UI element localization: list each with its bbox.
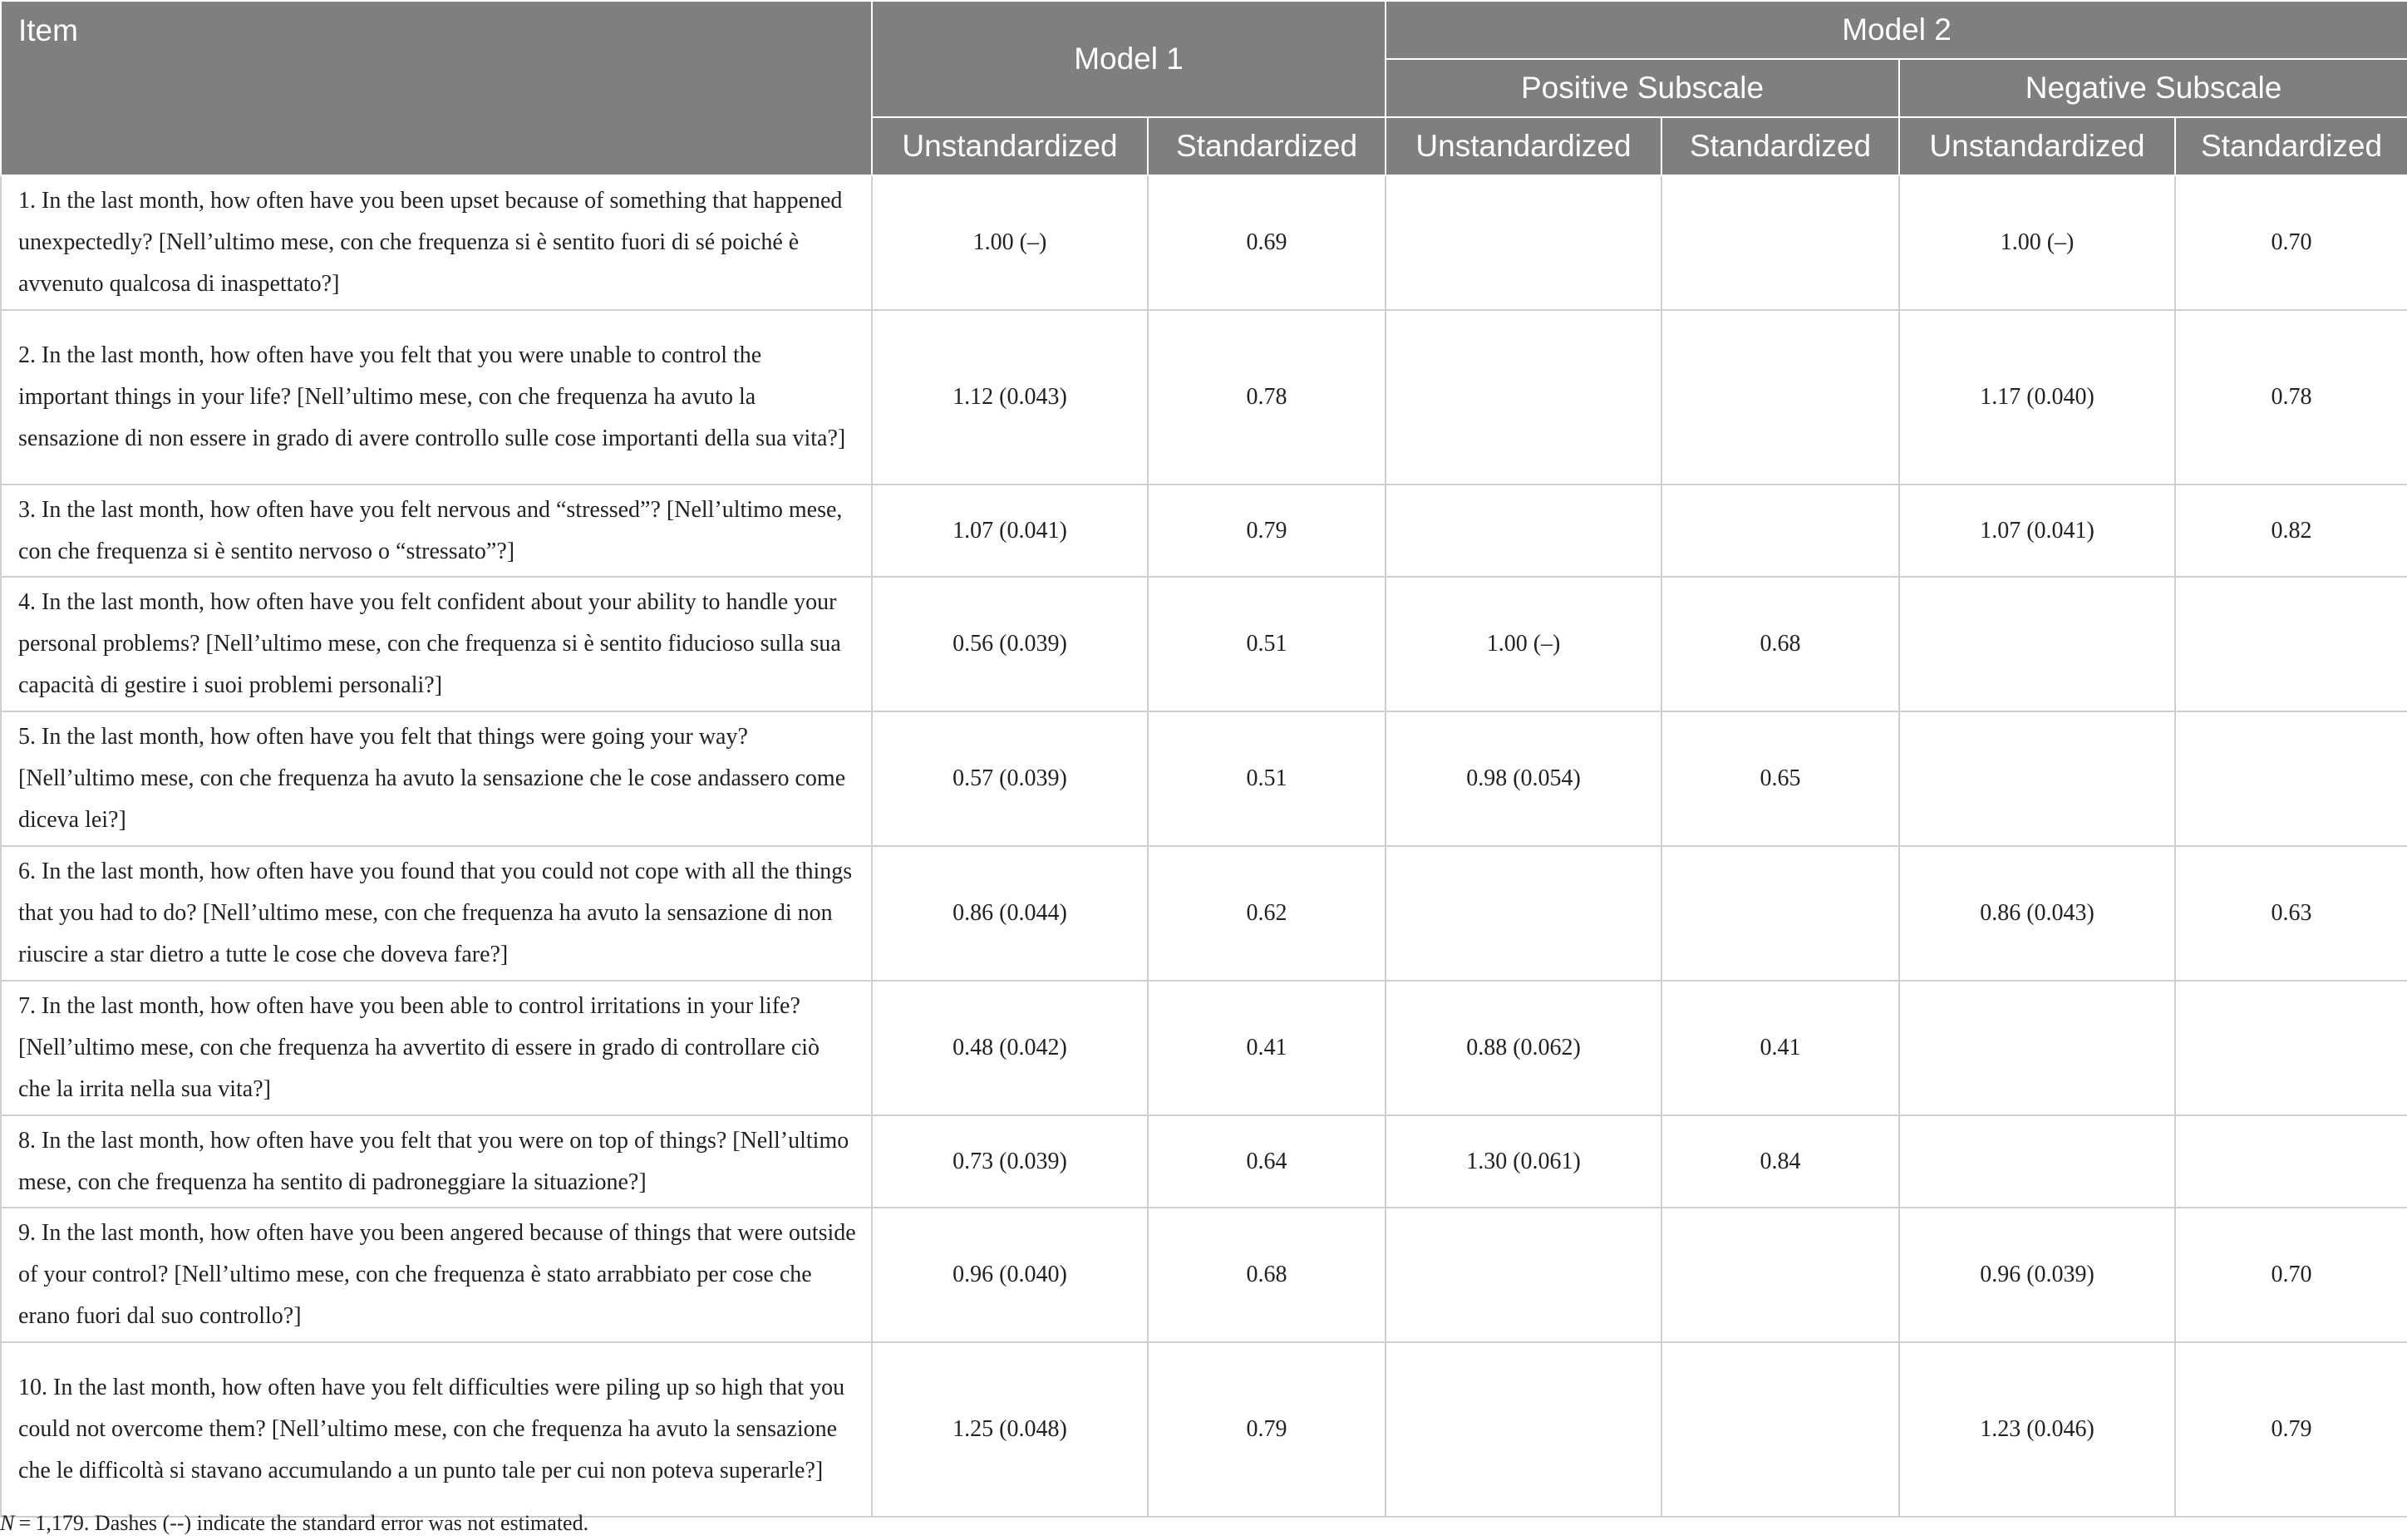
positive-unstd [1386,1208,1661,1342]
positive-unstd [1386,846,1661,981]
model1-std: 0.68 [1148,1208,1386,1342]
negative-unstd [1899,981,2175,1115]
model1-unstd: 1.12 (0.043) [872,310,1148,485]
negative-unstd: 0.96 (0.039) [1899,1208,2175,1342]
positive-unstd [1386,310,1661,485]
item-text: 8. In the last month, how often have you felt that you were on top of things? [Nell’ultimo mese, con che frequenza ha sentito di padroneggiare la situazione?] [1,1115,872,1208]
negative-std [2175,577,2407,711]
header-model-1: Model 1 [872,1,1386,117]
positive-unstd: 1.30 (0.061) [1386,1115,1661,1208]
model1-unstd: 0.56 (0.039) [872,577,1148,711]
model1-std: 0.79 [1148,1342,1386,1517]
negative-std: 0.78 [2175,310,2407,485]
item-text: 5. In the last month, how often have you felt that things were going your way? [Nell’ultimo mese, con che frequenza ha avuto la sensazione che le cose andassero come diceva lei?] [1,711,872,846]
header-negative-subscale: Negative Subscale [1899,59,2407,117]
item-text: 1. In the last month, how often have you been upset because of something that happened unexpectedly? [Nell’ultimo mese, con che frequenza si è sentito fuori di sé poiché è avvenuto qualcosa di inaspettato?] [1,175,872,310]
model1-unstd: 0.73 (0.039) [872,1115,1148,1208]
table-footnote [0,1511,588,1536]
header-pos-standardized: Standardized [1661,117,1899,175]
table-row [1,981,2407,1115]
model1-unstd: 1.25 (0.048) [872,1342,1148,1517]
model1-std: 0.62 [1148,846,1386,981]
table-row [1,1115,2407,1208]
negative-std [2175,981,2407,1115]
negative-unstd: 1.07 (0.041) [1899,485,2175,577]
model1-unstd: 0.86 (0.044) [872,846,1148,981]
item-text: 7. In the last month, how often have you been able to control irritations in your life? [Nell’ultimo mese, con che frequenza ha avvertito di essere in grado di controllare ciò che la irrita nella sua vita?] [1,981,872,1115]
negative-unstd: 1.23 (0.046) [1899,1342,2175,1517]
positive-std [1661,846,1899,981]
header-neg-standardized: Standardized [2175,117,2407,175]
negative-std: 0.63 [2175,846,2407,981]
table-row [1,175,2407,310]
table-row [1,1208,2407,1342]
negative-std: 0.70 [2175,175,2407,310]
positive-unstd [1386,1342,1661,1517]
model1-unstd: 0.96 (0.040) [872,1208,1148,1342]
header-neg-unstandardized: Unstandardized [1899,117,2175,175]
item-text: 3. In the last month, how often have you felt nervous and “stressed”? [Nell’ultimo mese, con che frequenza si è sentito nervoso o “stressato”?] [1,485,872,577]
model1-unstd: 1.07 (0.041) [872,485,1148,577]
positive-unstd: 0.88 (0.062) [1386,981,1661,1115]
negative-std: 0.70 [2175,1208,2407,1342]
positive-std [1661,485,1899,577]
positive-std [1661,1208,1899,1342]
positive-unstd: 0.98 (0.054) [1386,711,1661,846]
model1-std: 0.69 [1148,175,1386,310]
negative-std: 0.79 [2175,1342,2407,1517]
header-model-2: Model 2 [1386,1,2407,59]
item-text: 10. In the last month, how often have you felt difficulties were piling up so high that you could not overcome them? [Nell’ultimo mese, con che frequenza ha avuto la sensazione che le difficoltà si stavano accumulando a un punto tale per cui non poteva superarle?] [1,1342,872,1517]
item-text: 6. In the last month, how often have you found that you could not cope with all the things that you had to do? [Nell’ultimo mese, con che frequenza ha avuto la sensazione di non riuscire a star dietro a tutte le cose che doveva fare?] [1,846,872,981]
positive-std [1661,1342,1899,1517]
negative-unstd [1899,1115,2175,1208]
negative-unstd: 0.86 (0.043) [1899,846,2175,981]
model1-std: 0.51 [1148,711,1386,846]
model1-std: 0.41 [1148,981,1386,1115]
footnote-n-label: N [0,1511,15,1535]
model1-std: 0.78 [1148,310,1386,485]
header-positive-subscale: Positive Subscale [1386,59,1899,117]
positive-std: 0.41 [1661,981,1899,1115]
table-row [1,577,2407,711]
header-pos-unstandardized: Unstandardized [1386,117,1661,175]
negative-std [2175,1115,2407,1208]
table-row [1,1342,2407,1517]
positive-unstd [1386,175,1661,310]
model1-unstd: 0.57 (0.039) [872,711,1148,846]
footnote-text: = 1,179. Dashes (--) indicate the standard error was not estimated. [14,1511,589,1535]
negative-unstd: 1.00 (–) [1899,175,2175,310]
positive-unstd [1386,485,1661,577]
negative-std: 0.82 [2175,485,2407,577]
positive-std [1661,175,1899,310]
model1-unstd: 1.00 (–) [872,175,1148,310]
model1-std: 0.64 [1148,1115,1386,1208]
item-text: 2. In the last month, how often have you felt that you were unable to control the important things in your life? [Nell’ultimo mese, con che frequenza ha avuto la sensazione di non essere in grado di avere controllo sulle cose importanti della sua vita?] [1,310,872,485]
positive-unstd: 1.00 (–) [1386,577,1661,711]
negative-unstd [1899,711,2175,846]
negative-unstd: 1.17 (0.040) [1899,310,2175,485]
header-item: Item [1,1,872,175]
model1-std: 0.79 [1148,485,1386,577]
model1-std: 0.51 [1148,577,1386,711]
negative-unstd [1899,577,2175,711]
table-row [1,485,2407,577]
positive-std: 0.84 [1661,1115,1899,1208]
item-text: 4. In the last month, how often have you felt confident about your ability to handle your personal problems? [Nell’ultimo mese, con che frequenza si è sentito fiducioso sulla sua capacità di gestire i suoi problemi personali?] [1,577,872,711]
positive-std: 0.65 [1661,711,1899,846]
table-row [1,711,2407,846]
header-m1-standardized: Standardized [1148,117,1386,175]
model1-unstd: 0.48 (0.042) [872,981,1148,1115]
table-row [1,846,2407,981]
negative-std [2175,711,2407,846]
item-text: 9. In the last month, how often have you been angered because of things that were outside of your control? [Nell’ultimo mese, con che frequenza è stato arrabbiato per cose che erano fuori dal suo controllo?] [1,1208,872,1342]
header-m1-unstandardized: Unstandardized [872,117,1148,175]
positive-std [1661,310,1899,485]
positive-std: 0.68 [1661,577,1899,711]
table-row [1,310,2407,485]
